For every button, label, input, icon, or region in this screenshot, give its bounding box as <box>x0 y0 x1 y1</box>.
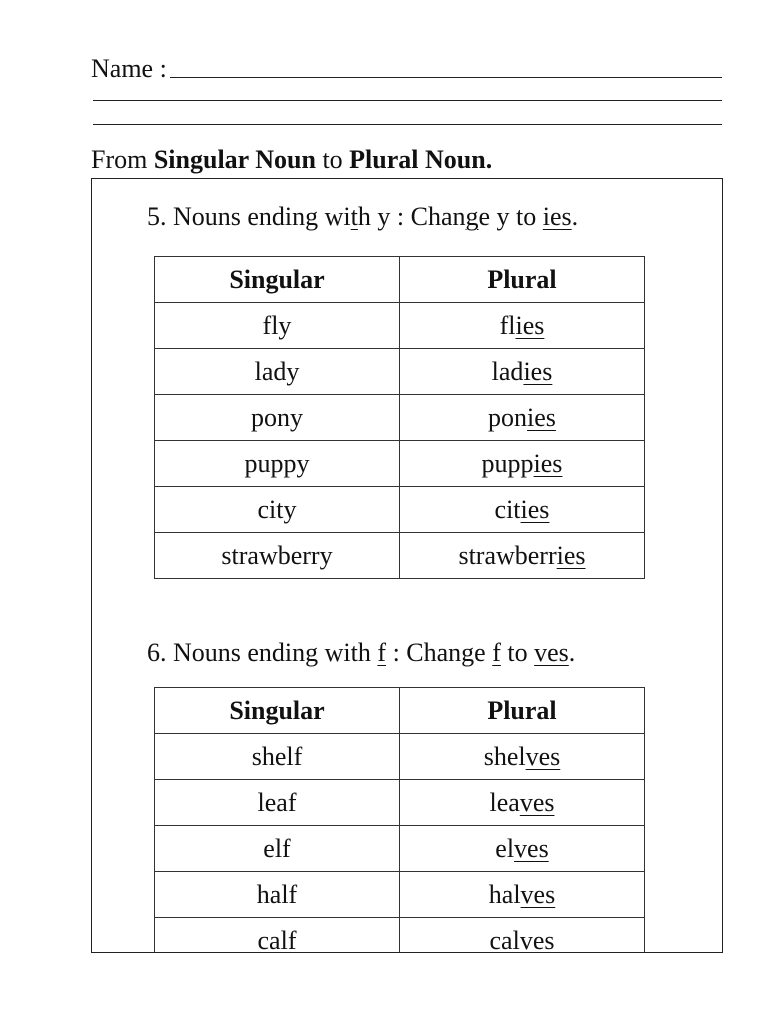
table-row <box>155 487 645 533</box>
table-row <box>155 441 645 487</box>
rule-text: to <box>500 638 535 667</box>
singular-word: pony <box>155 395 400 441</box>
singular-word: strawberry <box>155 533 400 579</box>
plural-word <box>400 349 645 395</box>
rule-6 <box>147 638 575 668</box>
plural-suffix: ies <box>556 540 586 570</box>
table-y-to-ies <box>154 256 645 579</box>
plural-suffix: ves <box>519 925 555 953</box>
content-box <box>91 178 723 953</box>
rule-text: h y : Chan <box>357 202 466 231</box>
singular-word: shelf <box>155 734 400 780</box>
plural-suffix: ies <box>515 310 545 340</box>
plural-base: pupp <box>481 448 534 478</box>
plural-suffix: ies <box>523 356 553 386</box>
underlined-rule-text: t <box>350 202 358 231</box>
table-row <box>155 349 645 395</box>
rule-text: 5. Nouns ending wi <box>147 202 351 231</box>
singular-word: fly <box>155 303 400 349</box>
table-row <box>155 872 645 918</box>
name-label: Name : <box>91 54 167 83</box>
plural-suffix: ies <box>520 494 550 524</box>
singular-word: half <box>155 872 400 918</box>
plural-base: cit <box>494 494 521 524</box>
table-header-row <box>155 257 645 303</box>
heading-plural-noun: Plural Noun. <box>349 145 493 174</box>
table-f-to-ves <box>154 687 645 953</box>
column-header-singular: Singular <box>155 688 400 734</box>
rule-text: e y to <box>478 202 543 231</box>
plural-word <box>400 872 645 918</box>
plural-base: el <box>495 833 515 863</box>
singular-word: elf <box>155 826 400 872</box>
heading-to: to <box>322 145 343 174</box>
rule-text: : Change <box>386 638 493 667</box>
underlined-rule-text: f <box>377 638 387 667</box>
plural-word <box>400 780 645 826</box>
plural-word <box>400 487 645 533</box>
plural-suffix: ies <box>533 448 563 478</box>
plural-word <box>400 734 645 780</box>
plural-suffix: ies <box>527 402 556 432</box>
plural-base: strawberr <box>458 540 557 570</box>
column-header-plural: Plural <box>400 688 645 734</box>
plural-base: lad <box>491 356 524 386</box>
rule-text: . <box>571 202 579 231</box>
column-header-singular: Singular <box>155 257 400 303</box>
singular-word: puppy <box>155 441 400 487</box>
heading-singular-noun: Singular Noun <box>153 145 316 174</box>
plural-word <box>400 303 645 349</box>
table-row <box>155 826 645 872</box>
worksheet-heading <box>91 145 492 175</box>
underlined-rule-text: ies <box>542 202 572 231</box>
table-row <box>155 303 645 349</box>
rule-text: 6. Nouns ending with <box>147 638 378 667</box>
plural-word <box>400 441 645 487</box>
underlined-rule-text: f <box>492 638 501 667</box>
rule-5 <box>147 202 578 232</box>
singular-word: lady <box>155 349 400 395</box>
plural-suffix: ves <box>519 787 555 817</box>
table-row <box>155 918 645 954</box>
plural-base: lea <box>489 787 520 817</box>
rule-text: . <box>568 638 576 667</box>
column-header-plural: Plural <box>400 257 645 303</box>
table-header-row <box>155 688 645 734</box>
singular-word: leaf <box>155 780 400 826</box>
plural-suffix: ves <box>525 741 561 771</box>
table-row <box>155 734 645 780</box>
plural-base: cal <box>489 925 520 953</box>
name-line-1[interactable] <box>170 77 722 78</box>
plural-word <box>400 826 645 872</box>
plural-base: hal <box>488 879 521 909</box>
plural-base: pon <box>488 402 528 432</box>
plural-word <box>400 395 645 441</box>
heading-from: From <box>91 145 148 174</box>
singular-word: calf <box>155 918 400 954</box>
underlined-rule-text: ves <box>534 638 569 667</box>
plural-base: fl <box>499 310 516 340</box>
plural-base: shel <box>483 741 526 771</box>
name-line-3[interactable] <box>93 124 722 125</box>
plural-word <box>400 918 645 954</box>
underlined-rule-text: g <box>465 202 479 231</box>
table-row <box>155 395 645 441</box>
singular-word: city <box>155 487 400 533</box>
name-line-2[interactable] <box>93 100 722 101</box>
table-row <box>155 780 645 826</box>
plural-suffix: ves <box>520 879 556 909</box>
plural-word <box>400 533 645 579</box>
table-row <box>155 533 645 579</box>
plural-suffix: ves <box>514 833 549 863</box>
